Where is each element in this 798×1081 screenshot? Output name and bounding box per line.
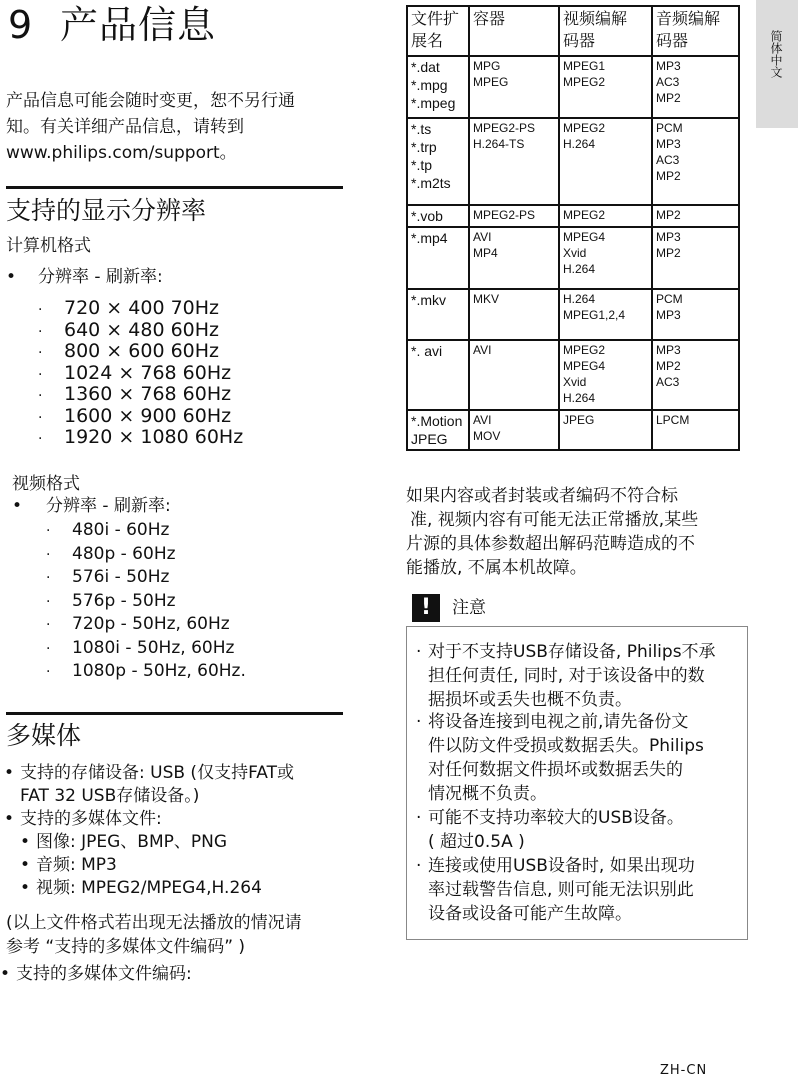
files-label: 支持的多媒体文件: (20, 809, 162, 829)
pc-mode-text: 1360 × 768 60Hz (64, 383, 232, 405)
cell-line: H.264-TS (473, 137, 525, 151)
cell-line: JPEG (563, 413, 595, 427)
compat-line: 如果内容或者封装或者编码不符合标 (406, 486, 678, 506)
cell-line: AVI (473, 413, 492, 427)
cell-line: *.mpg (411, 77, 448, 93)
cell-line: MP2 (656, 246, 681, 260)
caution-item (416, 710, 748, 806)
cell-line: Xvid (563, 246, 587, 260)
cell-line: *.mpeg (411, 95, 456, 111)
cell-line: MPEG2 (563, 75, 606, 89)
audio-codec-cell (652, 410, 739, 450)
media-file-item (20, 831, 262, 854)
language-tab (756, 0, 798, 128)
video-mode (46, 543, 246, 567)
pc-bullet: • 分辨率 - 刷新率: (6, 267, 163, 287)
cell-line: MPEG (473, 75, 509, 89)
cell-line: MKV (473, 292, 500, 306)
cell-line: LPCM (656, 413, 690, 427)
bullet-dot: · (416, 712, 422, 732)
cell-line: Xvid (563, 375, 587, 389)
container-cell (469, 227, 559, 289)
cell-line: MP2 (656, 208, 681, 222)
caution-line (416, 782, 748, 806)
extension-cell (407, 410, 469, 450)
container-cell (469, 410, 559, 450)
video-mode (46, 566, 246, 590)
caution-text: 率过载警告信息, 则可能无法识别此 (428, 880, 694, 900)
cell-line: AC3 (656, 153, 680, 167)
bullet-dot: · (38, 431, 43, 447)
caution-line (416, 734, 748, 758)
bullet-dot: · (46, 546, 51, 563)
video-mode-text: 576i - 50Hz (72, 567, 170, 587)
table-body (407, 56, 739, 450)
cell-line: *.mp4 (411, 230, 448, 246)
caution-text: 设备或设备可能产生故障。 (428, 904, 632, 924)
header-line: 音频编解 (656, 9, 721, 28)
cell-line: MP3 (656, 137, 681, 151)
cell-line: *.Motion (411, 413, 463, 429)
cell-line: MPEG2 (563, 121, 606, 135)
bullet-dot: · (416, 642, 422, 662)
pc-mode-text: 1024 × 768 60Hz (64, 361, 232, 384)
reference-note (6, 911, 302, 959)
video-codec-cell (559, 410, 652, 450)
pc-mode (38, 318, 243, 343)
column-header (652, 6, 739, 56)
video-bullet: • 分辨率 - 刷新率: (12, 496, 171, 516)
bullet-dot: • (20, 832, 31, 852)
cell-line: MPEG4 (563, 359, 606, 373)
intro-line: 产品信息可能会随时变更，恕不另行通 (6, 91, 295, 111)
bullet-dot: · (38, 345, 43, 361)
footer-language-code: ZH-CN (660, 1063, 708, 1078)
cell-line: *.tp (411, 157, 433, 173)
pc-mode (38, 342, 243, 364)
cell-line: MP2 (656, 359, 681, 373)
video-codec-cell (559, 289, 652, 340)
cell-line: *.mkv (411, 292, 446, 308)
caution-line (416, 830, 748, 854)
extension-cell (407, 340, 469, 410)
cell-line: MP3 (656, 343, 681, 357)
section-heading (8, 0, 216, 50)
pc-mode-list (38, 299, 243, 450)
cell-line: MP2 (656, 169, 681, 183)
bullet-dot: • (20, 855, 31, 875)
pc-mode-text: 1920 × 1080 60Hz (64, 426, 244, 448)
divider (6, 186, 343, 189)
extension-cell (407, 227, 469, 289)
video-mode-list (46, 519, 246, 684)
caution-line (416, 710, 748, 734)
cell-line: *. avi (411, 343, 443, 359)
column-header (469, 6, 559, 56)
caution-line (416, 664, 748, 688)
intro-paragraph (6, 88, 351, 166)
video-mode-text: 1080p - 50Hz, 60Hz. (72, 661, 246, 681)
caution-text: 对于不支持USB存储设备, Philips不承 (428, 642, 716, 662)
extension-cell (407, 56, 469, 118)
intro-line: 知。有关详细产品信息，请转到 (6, 117, 244, 137)
reference-line: 参考 “支持的多媒体文件编码” ) (6, 937, 246, 957)
caution-text: 将设备连接到电视之前,请先备份文 (428, 712, 689, 732)
media-file-item (20, 854, 262, 877)
video-mode-text: 576p - 50Hz (72, 590, 176, 611)
intro-link[interactable]: www.philips.com/support。 (6, 143, 237, 163)
cell-line: MP2 (656, 91, 681, 105)
audio-codec-cell (652, 340, 739, 410)
media-file-text: 图像: JPEG、BMP、PNG (36, 832, 228, 852)
pc-mode-text: 640 × 480 60Hz (64, 318, 220, 341)
video-codec-cell (559, 227, 652, 289)
cell-line: H.264 (563, 262, 596, 276)
cell-line: *.m2ts (411, 175, 451, 191)
container-cell (469, 56, 559, 118)
video-codec-cell (559, 118, 652, 205)
cell-line: AVI (473, 343, 492, 357)
cell-line: MP3 (656, 59, 681, 73)
section-number: 9 (8, 3, 34, 47)
cell-line: MP3 (656, 308, 681, 322)
table-row (407, 118, 739, 205)
video-mode-text: 720p - 50Hz, 60Hz (72, 614, 230, 634)
pc-mode (38, 404, 243, 429)
caution-text: 件以防文件受损或数据丢失。Philips (428, 736, 704, 756)
audio-codec-cell (652, 56, 739, 118)
caution-icon: ! (412, 594, 440, 622)
caution-title: 注意 (452, 598, 486, 618)
caution-item (416, 806, 748, 854)
header-line: 展名 (411, 31, 444, 50)
bullet-dot: · (38, 409, 43, 426)
bullet-dot: · (46, 640, 51, 657)
pc-mode (38, 299, 243, 321)
pc-mode (38, 361, 243, 386)
caution-item (416, 640, 748, 712)
table-row (407, 227, 739, 289)
cell-line: *.ts (411, 121, 432, 137)
caution-line (416, 640, 748, 664)
video-mode (46, 519, 246, 543)
table-row (407, 56, 739, 118)
codec-label: 支持的多媒体文件编码: (16, 964, 192, 984)
table-row (407, 289, 739, 340)
table-row (407, 340, 739, 410)
cell-line: H.264 (563, 292, 596, 306)
storage-bullet: • 支持的存储设备: USB (仅支持FAT或 FAT 32 USB存储设备。) • 支持的多媒体文件: (4, 763, 294, 829)
cell-line: MP3 (656, 230, 681, 244)
header-line: 视频编解 (563, 9, 628, 28)
pc-mode-text: 800 × 600 60Hz (64, 340, 220, 362)
media-file-item (20, 877, 262, 900)
cell-line: PCM (656, 121, 683, 135)
column-header (559, 6, 652, 56)
cell-line: H.264 (563, 391, 596, 405)
codec-table (406, 5, 740, 451)
bullet-dot: · (38, 302, 43, 318)
bullet-dot: · (46, 664, 51, 680)
caution-line (416, 902, 748, 926)
caution-text: 连接或使用USB设备时, 如果出现功 (428, 856, 695, 876)
caution-text: 情况概不负责。 (428, 784, 547, 804)
cell-line: MPEG4 (563, 230, 606, 244)
media-file-list (20, 831, 262, 900)
bullet-dot: · (38, 366, 43, 383)
cell-line: AC3 (656, 375, 680, 389)
container-cell (469, 340, 559, 410)
video-mode-text: 1080i - 50Hz, 60Hz (72, 637, 235, 658)
caution-text: 对任何数据文件损坏或数据丢失的 (428, 760, 683, 780)
bullet-dot: · (46, 570, 51, 586)
header-line: 容器 (473, 9, 506, 28)
cell-line: H.264 (563, 137, 596, 151)
cell-line: *.vob (411, 208, 443, 224)
cell-line: MPEG2-PS (473, 121, 536, 135)
cell-line: JPEG (411, 431, 448, 447)
storage-line: 支持的存储设备: USB (仅支持FAT或 (20, 763, 294, 783)
header-line: 码器 (563, 31, 596, 50)
video-mode-text: 480p - 60Hz (72, 543, 176, 564)
caution-line (416, 806, 748, 830)
cell-line: MPEG1 (563, 59, 606, 73)
table-row (407, 205, 739, 227)
video-mode (46, 637, 246, 661)
audio-codec-cell (652, 118, 739, 205)
container-cell (469, 205, 559, 227)
extension-cell (407, 118, 469, 205)
bullet-dot: · (416, 808, 422, 828)
codec-bullet: • 支持的多媒体文件编码: (0, 964, 192, 984)
column-header (407, 6, 469, 56)
header-line: 码器 (656, 31, 689, 50)
bullet-dot: · (46, 593, 51, 610)
audio-codec-cell (652, 289, 739, 340)
storage-line: FAT 32 USB存储设备。) (20, 786, 200, 806)
pc-mode (38, 385, 243, 407)
cell-line: MPEG1,2,4 (563, 308, 626, 322)
header-line: 文件扩 (411, 9, 460, 28)
cell-line: MPG (473, 59, 501, 73)
caution-text: 据损坏或丢失也概不负责。 (428, 690, 632, 710)
bullet-dot: · (38, 388, 43, 404)
cell-line: AVI (473, 230, 492, 244)
bullet-dot: · (38, 323, 43, 340)
bullet-dot: · (46, 617, 51, 633)
language-tab-label: 简体中文 (769, 30, 783, 78)
media-file-text: 音频: MP3 (36, 855, 117, 875)
cell-line: AC3 (656, 75, 680, 89)
cell-line: MPEG2-PS (473, 208, 536, 222)
audio-codec-cell (652, 205, 739, 227)
video-bullet-text: 分辨率 - 刷新率: (46, 496, 171, 516)
container-cell (469, 118, 559, 205)
media-file-text: 视频: MPEG2/MPEG4,H.264 (36, 878, 262, 898)
pc-format-label: 计算机格式 (6, 236, 91, 256)
caution-line (416, 854, 748, 878)
compat-line: 准, 视频内容有可能无法正常播放,某些 (410, 510, 699, 530)
resolution-heading: 支持的显示分辨率 (6, 196, 207, 225)
caution-item (416, 854, 748, 926)
cell-line: MPEG2 (563, 343, 606, 357)
audio-codec-cell (652, 227, 739, 289)
divider (6, 712, 343, 715)
extension-cell (407, 205, 469, 227)
cell-line: MP4 (473, 246, 498, 260)
video-codec-cell (559, 56, 652, 118)
multimedia-heading: 多媒体 (6, 721, 82, 750)
cell-line: MPEG2 (563, 208, 606, 222)
table-row (407, 410, 739, 450)
pc-mode (38, 428, 243, 450)
caution-text: 担任何责任, 同时, 对于该设备中的数 (428, 666, 705, 686)
cell-line: PCM (656, 292, 683, 306)
compatibility-note (406, 484, 751, 580)
cell-line: *.trp (411, 139, 437, 155)
extension-cell (407, 289, 469, 340)
video-codec-cell (559, 205, 652, 227)
video-codec-cell (559, 340, 652, 410)
video-mode (46, 613, 246, 637)
pc-mode-text: 1600 × 900 60Hz (64, 404, 232, 427)
compat-line: 能播放, 不属本机故障。 (406, 558, 587, 578)
bullet-dot: · (416, 856, 422, 876)
caution-line (416, 688, 748, 712)
container-cell (469, 289, 559, 340)
cell-line: MOV (473, 429, 501, 443)
section-title: 产品信息 (60, 3, 217, 47)
video-format-label: 视频格式 (12, 474, 80, 494)
bullet-dot: · (46, 523, 51, 539)
caution-line (416, 758, 748, 782)
pc-mode-text: 720 × 400 70Hz (64, 297, 220, 319)
caution-text: 可能不支持功率较大的USB设备。 (428, 808, 684, 828)
caution-text: ( 超过0.5A ) (428, 832, 525, 852)
compat-line: 片源的具体参数超出解码范畴造成的不 (406, 534, 695, 554)
video-mode (46, 590, 246, 614)
video-mode (46, 660, 246, 684)
table-header-row (407, 6, 739, 56)
caution-line (416, 878, 748, 902)
bullet-dot: • (20, 878, 31, 898)
pc-bullet-text: 分辨率 - 刷新率: (38, 267, 163, 287)
video-mode-text: 480i - 60Hz (72, 520, 170, 540)
cell-line: *.dat (411, 59, 440, 75)
reference-line: (以上文件格式若出现无法播放的情况请 (6, 913, 302, 933)
